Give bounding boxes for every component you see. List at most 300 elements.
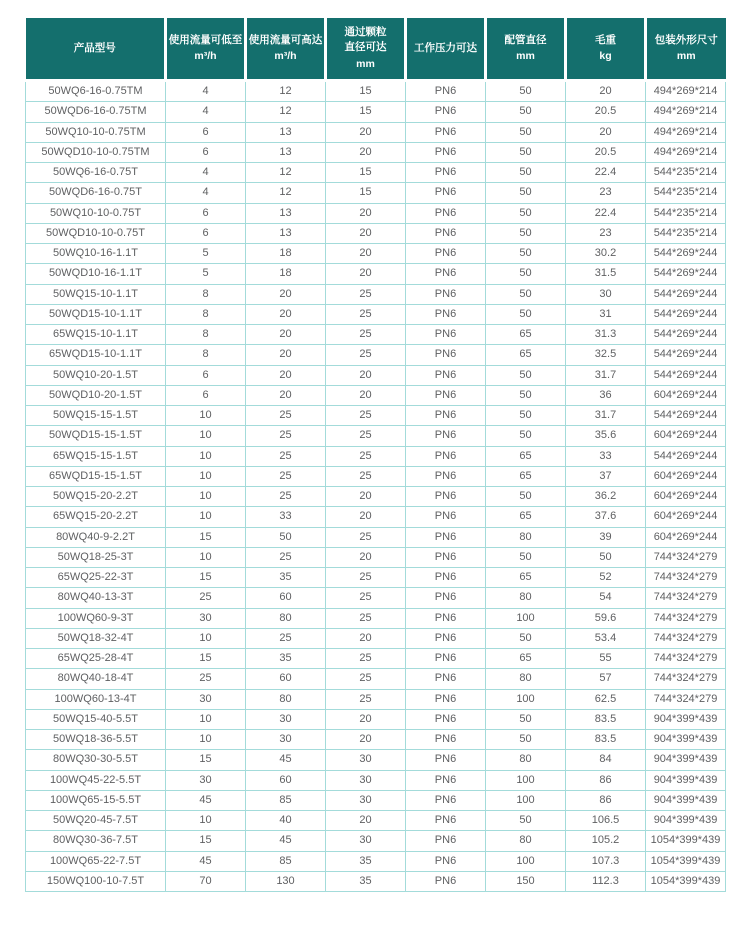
cell-flow_min: 6: [166, 385, 246, 405]
cell-flow_max: 35: [246, 649, 326, 669]
cell-gross_weight: 20: [566, 122, 646, 142]
cell-pipe_diameter: 50: [486, 223, 566, 243]
cell-particle_diameter: 20: [326, 365, 406, 385]
cell-package_size: 604*269*244: [646, 466, 726, 486]
cell-flow_max: 33: [246, 507, 326, 527]
cell-working_pressure: PN6: [406, 142, 486, 162]
col-header-unit: m³/h: [194, 50, 217, 62]
cell-flow_max: 13: [246, 122, 326, 142]
cell-particle_diameter: 25: [326, 527, 406, 547]
cell-package_size: 904*399*439: [646, 770, 726, 790]
cell-gross_weight: 35.6: [566, 426, 646, 446]
cell-gross_weight: 31.3: [566, 325, 646, 345]
table-row: [26, 487, 726, 507]
cell-flow_max: 25: [246, 446, 326, 466]
cell-pipe_diameter: 65: [486, 345, 566, 365]
cell-particle_diameter: 35: [326, 851, 406, 871]
cell-flow_min: 15: [166, 750, 246, 770]
cell-gross_weight: 112.3: [566, 871, 646, 891]
col-header-unit: kg: [599, 50, 612, 62]
cell-package_size: 494*269*214: [646, 102, 726, 122]
cell-model: 65WQ25-22-3T: [26, 568, 166, 588]
cell-pipe_diameter: 65: [486, 568, 566, 588]
cell-gross_weight: 31.7: [566, 406, 646, 426]
cell-gross_weight: 83.5: [566, 709, 646, 729]
cell-gross_weight: 52: [566, 568, 646, 588]
cell-package_size: 494*269*214: [646, 142, 726, 162]
cell-model: 50WQD15-10-1.1T: [26, 304, 166, 324]
cell-flow_max: 60: [246, 770, 326, 790]
cell-flow_max: 25: [246, 547, 326, 567]
cell-working_pressure: PN6: [406, 223, 486, 243]
cell-gross_weight: 86: [566, 790, 646, 810]
cell-flow_max: 20: [246, 325, 326, 345]
cell-flow_max: 25: [246, 406, 326, 426]
col-header-pipe-diameter: [486, 18, 566, 81]
cell-gross_weight: 31.5: [566, 264, 646, 284]
col-header-label: 包装外形尺寸: [654, 33, 718, 46]
header-row: [26, 18, 726, 81]
table-row: [26, 831, 726, 851]
cell-pipe_diameter: 50: [486, 81, 566, 102]
cell-model: 50WQ15-40-5.5T: [26, 709, 166, 729]
cell-particle_diameter: 35: [326, 871, 406, 891]
cell-gross_weight: 53.4: [566, 628, 646, 648]
cell-pipe_diameter: 100: [486, 689, 566, 709]
table-row: [26, 365, 726, 385]
table-row: [26, 345, 726, 365]
cell-flow_max: 20: [246, 284, 326, 304]
cell-pipe_diameter: 50: [486, 426, 566, 446]
cell-package_size: 544*269*244: [646, 325, 726, 345]
cell-working_pressure: PN6: [406, 649, 486, 669]
cell-pipe_diameter: 150: [486, 871, 566, 891]
cell-pipe_diameter: 50: [486, 628, 566, 648]
cell-pipe_diameter: 65: [486, 446, 566, 466]
cell-working_pressure: PN6: [406, 264, 486, 284]
cell-package_size: 544*269*244: [646, 446, 726, 466]
cell-flow_max: 45: [246, 750, 326, 770]
table-row: [26, 385, 726, 405]
cell-model: 50WQ20-45-7.5T: [26, 811, 166, 831]
cell-package_size: 604*269*244: [646, 426, 726, 446]
cell-flow_max: 60: [246, 588, 326, 608]
cell-flow_max: 12: [246, 183, 326, 203]
col-header-label: 配管直径: [504, 33, 547, 46]
cell-model: 100WQ65-15-5.5T: [26, 790, 166, 810]
cell-particle_diameter: 25: [326, 689, 406, 709]
cell-flow_min: 15: [166, 831, 246, 851]
cell-gross_weight: 20.5: [566, 102, 646, 122]
cell-pipe_diameter: 50: [486, 264, 566, 284]
cell-pipe_diameter: 100: [486, 790, 566, 810]
cell-pipe_diameter: 50: [486, 122, 566, 142]
cell-gross_weight: 83.5: [566, 730, 646, 750]
cell-flow_max: 25: [246, 466, 326, 486]
cell-flow_min: 6: [166, 122, 246, 142]
cell-particle_diameter: 30: [326, 831, 406, 851]
col-header-unit: mm: [516, 50, 535, 62]
cell-particle_diameter: 20: [326, 223, 406, 243]
cell-pipe_diameter: 50: [486, 304, 566, 324]
cell-model: 100WQ60-13-4T: [26, 689, 166, 709]
cell-flow_max: 20: [246, 365, 326, 385]
cell-particle_diameter: 15: [326, 163, 406, 183]
cell-working_pressure: PN6: [406, 750, 486, 770]
table-row: [26, 426, 726, 446]
col-header-label: 工作压力可达: [414, 41, 477, 54]
cell-pipe_diameter: 50: [486, 102, 566, 122]
cell-flow_max: 45: [246, 831, 326, 851]
cell-package_size: 544*269*244: [646, 244, 726, 264]
table-row: [26, 851, 726, 871]
cell-particle_diameter: 25: [326, 304, 406, 324]
cell-working_pressure: PN6: [406, 730, 486, 750]
cell-flow_max: 12: [246, 81, 326, 102]
cell-particle_diameter: 15: [326, 81, 406, 102]
cell-working_pressure: PN6: [406, 284, 486, 304]
cell-flow_min: 10: [166, 446, 246, 466]
cell-gross_weight: 32.5: [566, 345, 646, 365]
cell-model: 65WQ15-10-1.1T: [26, 325, 166, 345]
cell-model: 80WQ40-13-3T: [26, 588, 166, 608]
cell-working_pressure: PN6: [406, 163, 486, 183]
cell-package_size: 544*235*214: [646, 183, 726, 203]
cell-package_size: 544*269*244: [646, 284, 726, 304]
cell-working_pressure: PN6: [406, 122, 486, 142]
cell-particle_diameter: 20: [326, 244, 406, 264]
cell-flow_max: 40: [246, 811, 326, 831]
cell-flow_min: 10: [166, 426, 246, 446]
cell-working_pressure: PN6: [406, 851, 486, 871]
cell-package_size: 1054*399*439: [646, 871, 726, 891]
cell-flow_max: 20: [246, 385, 326, 405]
cell-flow_min: 10: [166, 730, 246, 750]
cell-particle_diameter: 25: [326, 588, 406, 608]
cell-working_pressure: PN6: [406, 588, 486, 608]
table-row: [26, 871, 726, 891]
table-row: [26, 568, 726, 588]
cell-gross_weight: 30: [566, 284, 646, 304]
cell-flow_max: 30: [246, 709, 326, 729]
cell-model: 50WQ10-10-0.75TM: [26, 122, 166, 142]
cell-particle_diameter: 25: [326, 406, 406, 426]
cell-pipe_diameter: 50: [486, 163, 566, 183]
cell-package_size: 544*235*214: [646, 223, 726, 243]
cell-pipe_diameter: 100: [486, 770, 566, 790]
cell-package_size: 744*324*279: [646, 689, 726, 709]
cell-pipe_diameter: 50: [486, 730, 566, 750]
cell-working_pressure: PN6: [406, 709, 486, 729]
cell-working_pressure: PN6: [406, 446, 486, 466]
cell-package_size: 544*269*244: [646, 345, 726, 365]
cell-flow_min: 4: [166, 81, 246, 102]
col-header-package-size: [646, 18, 726, 81]
table-row: [26, 709, 726, 729]
cell-working_pressure: PN6: [406, 608, 486, 628]
cell-gross_weight: 37.6: [566, 507, 646, 527]
spec-table-header: [26, 18, 726, 81]
cell-model: 50WQ6-16-0.75T: [26, 163, 166, 183]
cell-flow_min: 6: [166, 223, 246, 243]
cell-model: 80WQ30-30-5.5T: [26, 750, 166, 770]
cell-particle_diameter: 25: [326, 325, 406, 345]
cell-flow_max: 20: [246, 345, 326, 365]
cell-package_size: 744*324*279: [646, 547, 726, 567]
cell-gross_weight: 23: [566, 183, 646, 203]
table-row: [26, 649, 726, 669]
cell-flow_min: 15: [166, 527, 246, 547]
cell-model: 50WQD6-16-0.75T: [26, 183, 166, 203]
cell-package_size: 604*269*244: [646, 385, 726, 405]
cell-model: 80WQ30-36-7.5T: [26, 831, 166, 851]
cell-particle_diameter: 20: [326, 730, 406, 750]
cell-model: 50WQD10-16-1.1T: [26, 264, 166, 284]
cell-package_size: 604*269*244: [646, 507, 726, 527]
cell-flow_min: 6: [166, 365, 246, 385]
cell-gross_weight: 31: [566, 304, 646, 324]
cell-package_size: 744*324*279: [646, 649, 726, 669]
cell-flow_max: 25: [246, 628, 326, 648]
cell-model: 100WQ60-9-3T: [26, 608, 166, 628]
cell-package_size: 1054*399*439: [646, 831, 726, 851]
cell-particle_diameter: 25: [326, 446, 406, 466]
cell-particle_diameter: 20: [326, 709, 406, 729]
cell-flow_min: 45: [166, 790, 246, 810]
table-row: [26, 811, 726, 831]
cell-package_size: 604*269*244: [646, 487, 726, 507]
cell-gross_weight: 30.2: [566, 244, 646, 264]
cell-pipe_diameter: 50: [486, 284, 566, 304]
cell-gross_weight: 50: [566, 547, 646, 567]
cell-flow_max: 18: [246, 244, 326, 264]
col-header-unit: mm: [676, 50, 696, 62]
cell-model: 50WQ6-16-0.75TM: [26, 81, 166, 102]
cell-working_pressure: PN6: [406, 325, 486, 345]
cell-gross_weight: 31.7: [566, 365, 646, 385]
cell-flow_min: 15: [166, 568, 246, 588]
cell-package_size: 744*324*279: [646, 588, 726, 608]
cell-flow_min: 5: [166, 264, 246, 284]
cell-pipe_diameter: 50: [486, 406, 566, 426]
cell-particle_diameter: 20: [326, 264, 406, 284]
cell-working_pressure: PN6: [406, 406, 486, 426]
table-row: [26, 446, 726, 466]
cell-particle_diameter: 20: [326, 547, 406, 567]
cell-working_pressure: PN6: [406, 831, 486, 851]
cell-flow_max: 50: [246, 527, 326, 547]
table-row: [26, 608, 726, 628]
cell-model: 50WQD15-15-1.5T: [26, 426, 166, 446]
cell-flow_max: 25: [246, 487, 326, 507]
cell-flow_max: 130: [246, 871, 326, 891]
cell-working_pressure: PN6: [406, 365, 486, 385]
cell-pipe_diameter: 50: [486, 709, 566, 729]
cell-flow_min: 4: [166, 163, 246, 183]
cell-package_size: 544*269*244: [646, 264, 726, 284]
cell-flow_max: 35: [246, 568, 326, 588]
cell-flow_min: 10: [166, 487, 246, 507]
cell-particle_diameter: 20: [326, 507, 406, 527]
cell-gross_weight: 54: [566, 588, 646, 608]
cell-model: 50WQD10-10-0.75TM: [26, 142, 166, 162]
cell-flow_max: 18: [246, 264, 326, 284]
cell-pipe_diameter: 50: [486, 365, 566, 385]
cell-package_size: 544*235*214: [646, 163, 726, 183]
cell-particle_diameter: 25: [326, 426, 406, 446]
cell-gross_weight: 37: [566, 466, 646, 486]
cell-model: 65WQD15-15-1.5T: [26, 466, 166, 486]
cell-package_size: 494*269*214: [646, 81, 726, 102]
cell-working_pressure: PN6: [406, 385, 486, 405]
table-row: [26, 122, 726, 142]
cell-working_pressure: PN6: [406, 304, 486, 324]
cell-gross_weight: 22.4: [566, 203, 646, 223]
cell-working_pressure: PN6: [406, 568, 486, 588]
cell-particle_diameter: 25: [326, 345, 406, 365]
table-row: [26, 325, 726, 345]
cell-flow_max: 60: [246, 669, 326, 689]
cell-pipe_diameter: 50: [486, 811, 566, 831]
cell-flow_max: 30: [246, 730, 326, 750]
table-row: [26, 689, 726, 709]
cell-particle_diameter: 20: [326, 203, 406, 223]
cell-pipe_diameter: 65: [486, 649, 566, 669]
cell-gross_weight: 20: [566, 81, 646, 102]
cell-gross_weight: 39: [566, 527, 646, 547]
cell-flow_max: 80: [246, 689, 326, 709]
cell-gross_weight: 36.2: [566, 487, 646, 507]
col-header-label: 使用流量可高达: [248, 33, 323, 46]
table-row: [26, 588, 726, 608]
cell-gross_weight: 23: [566, 223, 646, 243]
col-header-unit: mm: [356, 57, 375, 70]
table-row: [26, 527, 726, 547]
cell-particle_diameter: 25: [326, 568, 406, 588]
cell-package_size: 904*399*439: [646, 811, 726, 831]
cell-model: 100WQ65-22-7.5T: [26, 851, 166, 871]
cell-package_size: 604*269*244: [646, 527, 726, 547]
cell-package_size: 544*235*214: [646, 203, 726, 223]
cell-working_pressure: PN6: [406, 466, 486, 486]
cell-flow_min: 10: [166, 507, 246, 527]
cell-particle_diameter: 20: [326, 487, 406, 507]
cell-gross_weight: 36: [566, 385, 646, 405]
table-row: [26, 142, 726, 162]
product-spec-table: [25, 18, 726, 892]
cell-package_size: 1054*399*439: [646, 851, 726, 871]
cell-model: 50WQ15-10-1.1T: [26, 284, 166, 304]
cell-model: 50WQ10-16-1.1T: [26, 244, 166, 264]
cell-model: 50WQD6-16-0.75TM: [26, 102, 166, 122]
cell-package_size: 544*269*244: [646, 365, 726, 385]
cell-flow_min: 45: [166, 851, 246, 871]
table-row: [26, 507, 726, 527]
cell-model: 100WQ45-22-5.5T: [26, 770, 166, 790]
cell-package_size: 744*324*279: [646, 608, 726, 628]
table-row: [26, 547, 726, 567]
cell-model: 50WQ18-32-4T: [26, 628, 166, 648]
col-header-working-pressure: [406, 18, 486, 81]
cell-gross_weight: 59.6: [566, 608, 646, 628]
cell-model: 65WQ15-20-2.2T: [26, 507, 166, 527]
cell-particle_diameter: 25: [326, 466, 406, 486]
col-header-label: 毛重: [595, 33, 616, 46]
cell-flow_max: 13: [246, 142, 326, 162]
cell-flow_max: 13: [246, 203, 326, 223]
cell-pipe_diameter: 80: [486, 527, 566, 547]
cell-flow_min: 10: [166, 466, 246, 486]
cell-package_size: 544*269*244: [646, 304, 726, 324]
cell-particle_diameter: 20: [326, 122, 406, 142]
cell-model: 80WQ40-18-4T: [26, 669, 166, 689]
cell-particle_diameter: 30: [326, 770, 406, 790]
cell-model: 50WQ18-25-3T: [26, 547, 166, 567]
cell-particle_diameter: 20: [326, 628, 406, 648]
cell-model: 80WQ40-9-2.2T: [26, 527, 166, 547]
cell-flow_max: 25: [246, 426, 326, 446]
table-row: [26, 81, 726, 102]
cell-model: 65WQ25-28-4T: [26, 649, 166, 669]
cell-pipe_diameter: 80: [486, 831, 566, 851]
cell-package_size: 494*269*214: [646, 122, 726, 142]
cell-particle_diameter: 25: [326, 649, 406, 669]
cell-flow_min: 5: [166, 244, 246, 264]
cell-gross_weight: 107.3: [566, 851, 646, 871]
cell-pipe_diameter: 50: [486, 183, 566, 203]
cell-package_size: 744*324*279: [646, 669, 726, 689]
cell-working_pressure: PN6: [406, 669, 486, 689]
cell-pipe_diameter: 50: [486, 385, 566, 405]
table-row: [26, 244, 726, 264]
cell-pipe_diameter: 50: [486, 203, 566, 223]
cell-working_pressure: PN6: [406, 689, 486, 709]
cell-gross_weight: 62.5: [566, 689, 646, 709]
cell-particle_diameter: 15: [326, 183, 406, 203]
cell-flow_max: 80: [246, 608, 326, 628]
cell-model: 50WQ15-15-1.5T: [26, 406, 166, 426]
table-row: [26, 223, 726, 243]
col-header-label: 通过颗粒直径可达: [344, 26, 387, 54]
cell-pipe_diameter: 50: [486, 547, 566, 567]
cell-flow_max: 85: [246, 851, 326, 871]
cell-pipe_diameter: 50: [486, 142, 566, 162]
cell-working_pressure: PN6: [406, 527, 486, 547]
cell-model: 50WQ18-36-5.5T: [26, 730, 166, 750]
cell-model: 50WQD10-20-1.5T: [26, 385, 166, 405]
cell-model: 65WQD15-10-1.1T: [26, 345, 166, 365]
cell-working_pressure: PN6: [406, 203, 486, 223]
cell-particle_diameter: 25: [326, 608, 406, 628]
cell-package_size: 744*324*279: [646, 568, 726, 588]
cell-gross_weight: 22.4: [566, 163, 646, 183]
table-row: [26, 669, 726, 689]
cell-gross_weight: 84: [566, 750, 646, 770]
cell-flow_max: 20: [246, 304, 326, 324]
cell-particle_diameter: 30: [326, 790, 406, 810]
cell-flow_min: 15: [166, 649, 246, 669]
table-row: [26, 730, 726, 750]
cell-flow_min: 8: [166, 284, 246, 304]
cell-gross_weight: 33: [566, 446, 646, 466]
cell-pipe_diameter: 100: [486, 851, 566, 871]
cell-flow_min: 10: [166, 811, 246, 831]
table-row: [26, 284, 726, 304]
cell-working_pressure: PN6: [406, 102, 486, 122]
cell-package_size: 904*399*439: [646, 730, 726, 750]
cell-working_pressure: PN6: [406, 345, 486, 365]
table-row: [26, 628, 726, 648]
